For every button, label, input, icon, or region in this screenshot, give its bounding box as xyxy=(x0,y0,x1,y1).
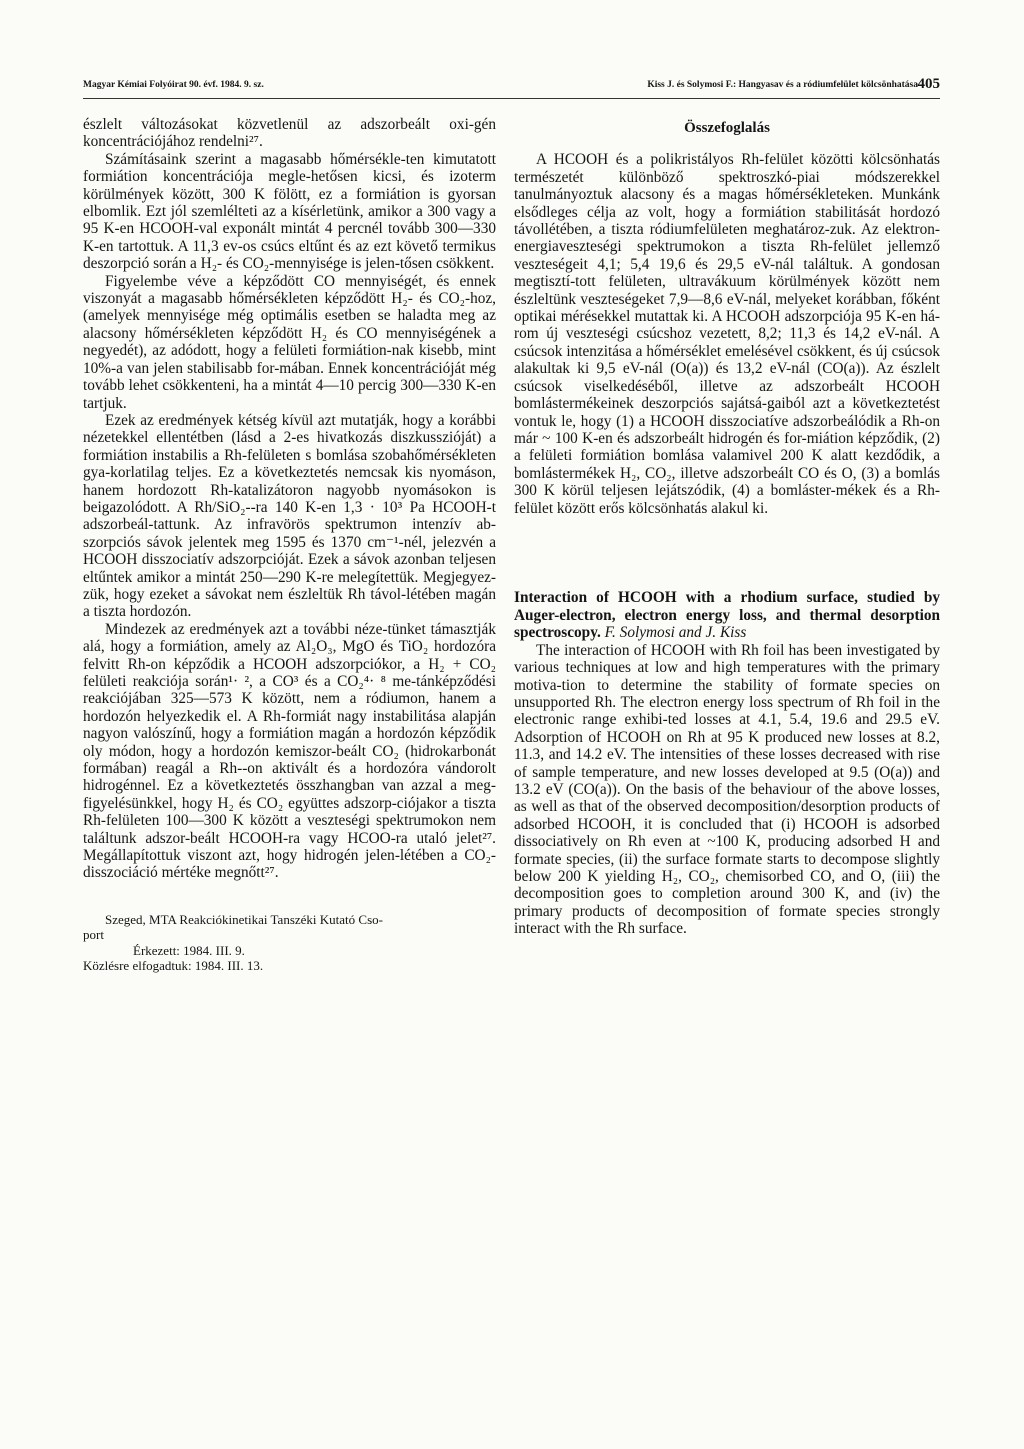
affiliation-block xyxy=(83,912,496,974)
english-title: Interaction of HCOOH with a rhodium surface, studied by Auger-electron, electron energy loss, and thermal desorption spectroscopy. xyxy=(514,588,940,642)
paragraph-1: észlelt változásokat közvetlenül az adszorbeált oxi-gén koncentrációjához rendelni²⁷. xyxy=(83,116,496,151)
summary-heading: Összefoglalás xyxy=(684,120,770,136)
paragraph-5: Mindezek az eredmények azt a további néze-tünket támasztják alá, hogy a formiátion, amely az Al₂O₃, MgO és TiO₂ hordozóra felvitt Rh-on képződik a HCOOH adszorpciókor, a H₂ + CO₂ felületi reakciója során¹· ², a CO³ és a CO₂⁴· ⁸ me-tánképződési reakciójában 325—573 K között, nem a ródiumon, hanem a hordozón helyezkedik el. A Rh-formiát nagy instabilitása alapján nagyon valószínű, hogy a formiátion magán a hordozón képződik oly módon, hogy a hordozón kemiszor-beált CO₂ (hidrokarbonát formában) reagál a Rh--on aktivált és a hordozóra vándorolt hidrogénnel. Ez a következtetés összhangban van azzal a meg-figyelésünkkel, hogy H₂ és CO₂ együttes adszorp-ciójakor a tiszta Rh-felületen 100—300 K között a veszteségi spektrumokon nem találtunk adszor-beált HCOOH-ra vagy HCOO-ra utaló jelet²⁷. Megállapítottuk viszont azt, hogy hidrogén jelen-létében a CO₂-disszociáció mértéke megnőtt²⁷. xyxy=(83,620,496,882)
paragraph-4: Ezek az eredmények kétség kívül azt mutatják, hogy a korábbi nézetekkel ellentétben (lásd a 2-es hivatkozás diszkusszióját) a formiátion instabilis a Rh-felületen s bomlása szobahőmérsékleten gya-korlatilag teljes. Ez a következtetés nemcsak kis nyomáson, hanem hordozott Rh-katalizátoron nagyobb nyomásokon is beigazolódott. A Rh/SiO₂--ra 140 K-en 1,3 · 10³ Pa HCOOH-t adszorbeál-tattunk. Az infravörös spektrumon intenzív ab-szorpciós sávok jelentek meg 1595 és 1370 cm⁻¹-nél, jelezvén a HCOOH disszociatív adszorpcióját. Ezek a sávok azonban teljesen eltűntek amikor a mintát 250—290 K-re melegítettük. Megjegyez-zük, hogy ezeket a sávokat nem észleltük Rh távol-létében magán a tiszta hordozón. xyxy=(83,411,496,621)
english-authors: F. Solymosi and J. Kiss xyxy=(604,624,747,642)
paragraph-2: Számításaink szerint a magasabb hőmérsékle-ten kimutatott formiátion koncentrációja megle-hetősen kicsi, és izoterm körülmények között, 300 K fölött, ez a formiátion is gyorsan elbomlik. Ezt jól szemlélteti az a kísérletünk, amikor a 300 vagy a 95 K-en HCOOH-val exponált mintát 4 percnél tovább 300—330 K-en tartottuk. A 11,3 ev-os csúcs eltűnt és az ezt követő termikus deszorpció során a H₂- és CO₂-mennyisége is jelen-tősen csökkent. xyxy=(83,150,496,273)
affiliation-line: Szeged, MTA Reakciókinetikai Tanszéki Kutató Cso- xyxy=(105,911,383,927)
english-title-block xyxy=(514,589,940,642)
accepted-date: Közlésre elfogadtuk: 1984. III. 13. xyxy=(83,958,264,974)
journal-citation: Magyar Kémiai Folyóirat 90. évf. 1984. 9. sz. xyxy=(83,80,264,90)
running-title: Kiss J. és Solymosi F.: Hangyasav és a ródiumfelület kölcsönhatása xyxy=(647,80,918,90)
paragraph-3: Figyelembe véve a képződött CO mennyiségét, és ennek viszonyát a magasabb hőmérsékleten képződött H₂- és CO₂-hoz, (amelyek mennyisége még optimális esetben se haladta meg az alacsony hőmérsékleten képződött H₂ és CO mennyiségének a negyedét), az adódott, hogy a felületi formiátion-nak kisebb, mint 10%-a van jelen stabilisabb for-mában. Ennek koncentrációját még tovább lehet csökkenteni, ha a mintát 4—10 percig 300—330 K-en tartjuk. xyxy=(83,272,496,412)
summary-text: A HCOOH és a polikristályos Rh-felület közötti kölcsönhatás természetét különböző spektroszkó-piai módszerekkel tanulmányoztuk alacsony és a magas hőmérsékleteken. Munkánk elsődleges célja az volt, hogy a formiátion stabilitását hordozó távollétében, a tiszta ródiumfelületen meghatároz-zuk. Az elektron-energiaveszteségi spektrumokon a tiszta Rh-felület jellemző veszteségeit 4,1; 5,4 19,6 és 29,5 eV-nál találtuk. A gondosan megtisztí-tott felületen, ultravákuum körülmények között nem észleltünk veszteségeket 7,9—8,6 eV-nál, melyeket korábban, főként optikai mérésekkel mutattak ki. A HCOOH adszorpciója 95 K-en há-rom új veszteségi csúcshoz vezetett, 8,2; 11,3 és 14,2 eV-nál. A csúcsok intenzitása a hőmérséklet emelésével csökkent, és új csúcsok alakultak ki 9,5 eV-nál (O(a)) és 13,2 eV-nál (CO(a)). Az észlelt csúcsok viselkedéséből, illetve az adszorbeált HCOOH bomlástermékeinek deszorpciós sajátsá-gaiból azt a következtetést vontuk le, hogy (1) a HCOOH disszociatíve adszorbeálódik a Rh-on már ~ 100 K-en és adszorbeált hidrogén és for-miátion képződik, (2) a felületi formiátion bomlása valamivel 200 K alatt kezdődik, a bomlástermékek H₂, CO₂, illetve adszorbeált CO és O, (3) a bomlás 300 K körül teljesen lejátszódik, (4) a bomláster-mékek és a Rh-felület között erős kölcsönhatás alakul ki. xyxy=(514,151,940,517)
page-number: 405 xyxy=(917,76,940,92)
right-column xyxy=(514,116,940,938)
english-abstract: The interaction of HCOOH with Rh foil has been investigated by various techniques at low and high temperatures with the primary motiva-tion to determine the stability of formate species on unsupported Rh. The electron energy loss spectrum of Rh foil in the electronic range exhibi-ted losses at 4.1, 5.4, 19.6 and 29.5 eV. Adsorption of HCOOH on Rh at 95 K produced new losses at 8.2, 11.3, and 14.2 eV. The intensities of these losses decreased with rise of sample temperature, and new losses developed at 9.5 (O(a)) and 13.2 eV (CO(a)). On the basis of the behaviour of the above losses, as well as that of the observed decomposition/desorption products of adsorbed HCOOH, it is concluded that (i) HCOOH is adsorbed dissociatively on Rh even at ~100 K, producing adsorbed H and formate species, (ii) the surface formate starts to decompose slightly below 200 K yielding H₂, CO₂, chemisorbed CO, and O, (iii) the decomposition goes to completion around 300 K, and (iv) the primary products of decomposition of formate species strongly interact with the Rh surface. xyxy=(514,641,940,938)
received-date: Érkezett: 1984. III. 9. xyxy=(133,942,245,958)
running-header xyxy=(83,76,940,99)
affiliation-line-2: port xyxy=(83,927,104,943)
left-column xyxy=(83,116,496,974)
